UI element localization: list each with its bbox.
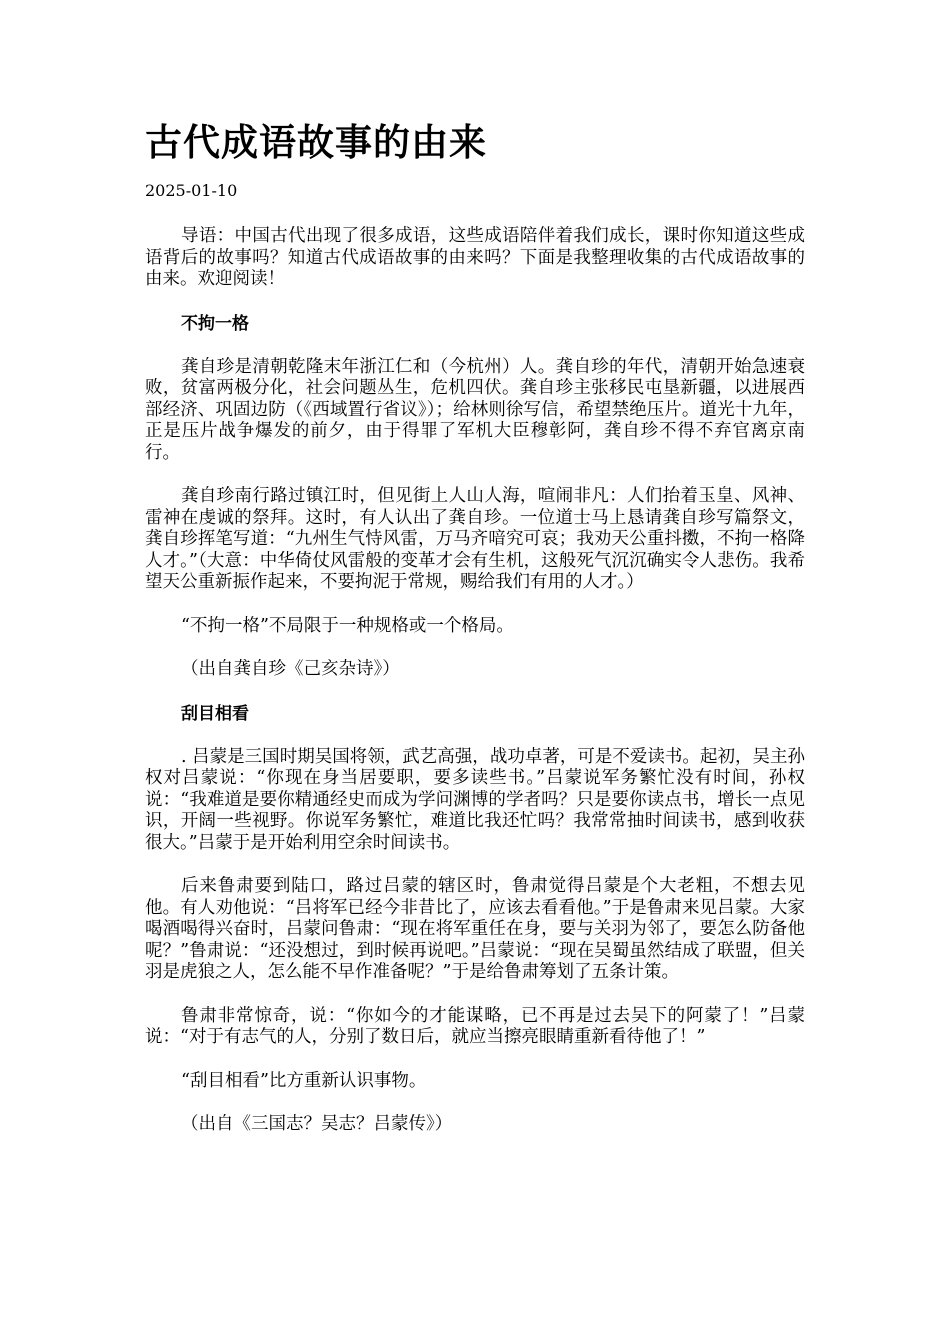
spacer <box>145 291 805 313</box>
spacer <box>145 1092 805 1114</box>
spacer <box>145 335 805 357</box>
document-title: 古代成语故事的由来 <box>145 120 487 164</box>
section-heading-guamu-xiangkan: 刮目相看 <box>181 703 249 724</box>
spacer <box>145 202 805 226</box>
intro-paragraph: 导语：中国古代出现了很多成语，这些成语陪伴着我们成长，课时你知道这些成语背后的故事吗？知道古代成语故事的由来吗？下面是我整理收集的古代成语故事的由来。欢迎阅读！ <box>145 226 805 289</box>
document-page <box>145 118 805 1136</box>
publish-date: 2025-01-10 <box>145 181 238 200</box>
section-1-paragraph-1: 龚自珍是清朝乾隆末年浙江仁和（今杭州）人。龚自珍的年代，清朝开始急速衰败，贫富两极分化，社会问题丛生，危机四伏。龚自珍主张移民屯垦新疆，以进展西部经济、巩固边防（《西域置行省议》）；给林则徐写信，希望禁绝压片。道光十九年，正是压片战争爆发的前夕，由于得罪了军机大臣穆彰阿，龚自珍不得不弃官离京南行。 <box>145 356 805 463</box>
spacer <box>145 464 805 486</box>
spacer <box>145 637 805 659</box>
section-2-paragraph-3: 鲁肃非常惊奇，说：“你如今的才能谋略，已不再是过去吴下的阿蒙了！”吕蒙说：“对于有志气的人，分别了数日后，就应当擦亮眼睛重新看待他了！” <box>145 1005 805 1047</box>
section-2-definition: “刮目相看”比方重新认识事物。 <box>181 1070 427 1091</box>
section-1-paragraph-2: 龚自珍南行路过镇江时，但见街上人山人海，喧闹非凡：人们抬着玉皇、风神、雷神在虔诚的祭拜。这时，有人认出了龚自珍。一位道士马上恳请龚自珍写篇祭文，龚自珍挥笔写道：“九州生气恃风雷，万马齐喑究可哀；我劝天公重抖擞，不拘一格降人才。”（大意：中华倚仗风雷般的变革才会有生机，这般死气沉沉确实令人悲伤。我希望天公重新振作起来，不要拘泥于常规，赐给我们有用的人才。） <box>145 486 805 592</box>
section-2-paragraph-2: 后来鲁肃要到陆口，路过吕蒙的辖区时，鲁肃觉得吕蒙是个大老粗，不想去见他。有人劝他说：“吕将军已经今非昔比了，应该去看看他。”于是鲁肃来见吕蒙。大家喝酒喝得兴奋时，吕蒙问鲁肃：“现在将军重任在身，要与关羽为邻了，要怎么防备他呢？”鲁肃说：“还没想过，到时候再说吧。”吕蒙说：“现在吴蜀虽然结成了联盟，但关羽是虎狼之人，怎么能不早作准备呢？”于是给鲁肃筹划了五条计策。 <box>145 876 805 982</box>
spacer <box>145 725 805 747</box>
spacer <box>145 1049 805 1071</box>
section-1-source: （出自龚自珍《己亥杂诗》） <box>181 659 400 679</box>
section-2-paragraph-1: . 吕蒙是三国时期吴国将领，武艺高强，战功卓著，可是不爱读书。起初，吴主孙权对吕蒙说：“你现在身当居要职，要多读些书。”吕蒙说军务繁忙没有时间，孙权说：“我难道是要你精通经史而成为学问渊博的学者吗？只是要你读点书，增长一点见识，开阔一些视野。你说军务繁忙，难道比我还忙吗？我常常抽时间读书，感到收获很大。”吕蒙于是开始利用空余时间读书。 <box>145 746 805 853</box>
section-heading-buju-yige: 不拘一格 <box>181 313 249 334</box>
section-1-definition: “不拘一格”不局限于一种规格或一个格局。 <box>181 615 514 636</box>
spacer <box>145 854 805 876</box>
spacer <box>145 681 805 703</box>
spacer <box>145 594 805 616</box>
section-2-source: （出自《三国志？吴志？吕蒙传》） <box>181 1114 453 1134</box>
spacer <box>145 984 805 1006</box>
